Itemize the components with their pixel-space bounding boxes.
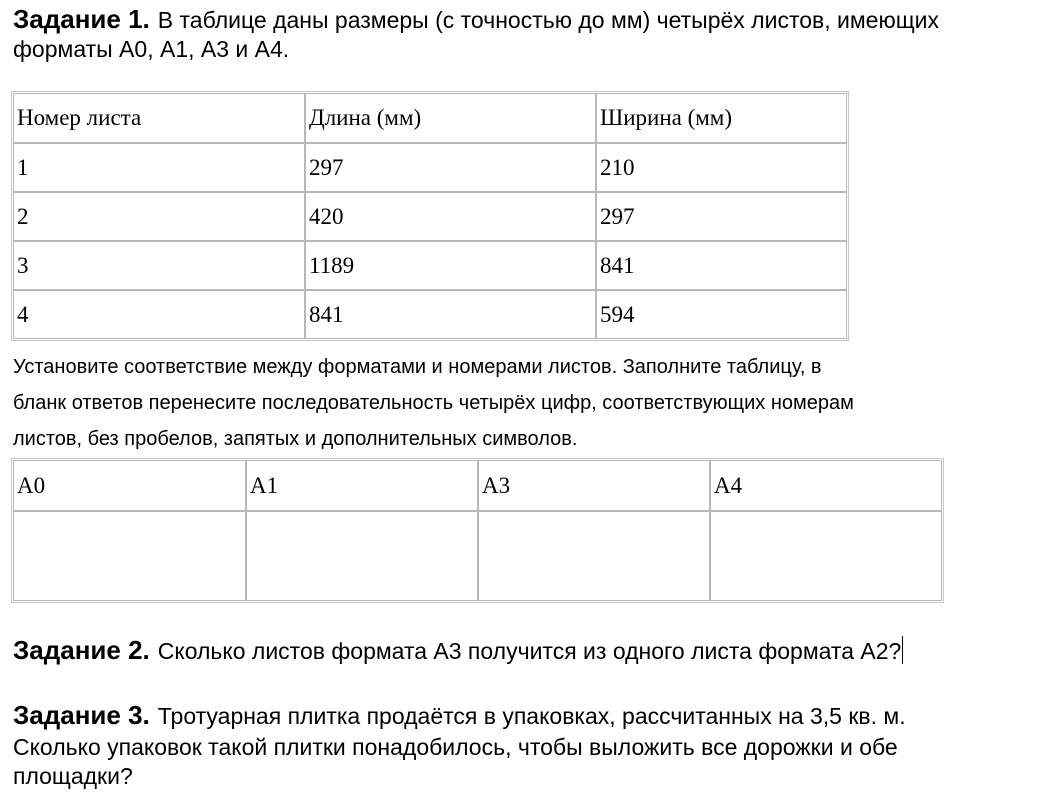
task1-text-line1: В таблице даны размеры (с точностью до мм) четырёх листов, имеющих <box>157 7 939 33</box>
task3-text-line1: Тротуарная плитка продаётся в упаковках, рассчитанных на 3,5 кв. м. <box>157 703 906 729</box>
answer-header-cell: А4 <box>710 460 942 511</box>
instruction-line3: листов, без пробелов, запятых и дополнительных символов. <box>13 428 578 450</box>
header-cell: Номер листа <box>13 93 305 143</box>
text-cursor <box>902 636 903 664</box>
table-cell: 297 <box>596 192 847 241</box>
table-row <box>13 143 847 192</box>
header-cell: Длина (мм) <box>305 93 596 143</box>
task1-heading <box>13 4 939 35</box>
answer-cell-a0[interactable] <box>13 511 246 601</box>
task3-text-line3: площадки? <box>13 763 133 789</box>
answer-header-cell: А1 <box>246 460 478 511</box>
sizes-table <box>13 93 847 339</box>
instruction-line2: бланк ответов перенесите последовательность четырёх цифр, соответствующих номерам <box>13 392 854 414</box>
table-cell: 841 <box>305 290 596 339</box>
table-cell: 1 <box>13 143 305 192</box>
answer-header-row <box>13 460 942 511</box>
table-row <box>13 241 847 290</box>
task2-text: Сколько листов формата А3 получится из одного листа формата А2? <box>157 638 902 664</box>
task3-text-line2: Сколько упаковок такой плитки понадобилось, чтобы выложить все дорожки и обе <box>13 734 898 760</box>
answer-table <box>13 460 942 601</box>
table-cell: 1189 <box>305 241 596 290</box>
answer-cell-a4[interactable] <box>710 511 942 601</box>
table-cell: 297 <box>305 143 596 192</box>
answer-input-row <box>13 511 942 601</box>
table-row <box>13 192 847 241</box>
task3-label: Задание 3. <box>13 700 150 730</box>
task3-heading <box>13 700 906 731</box>
table-cell: 841 <box>596 241 847 290</box>
answer-cell-a3[interactable] <box>478 511 710 601</box>
table-cell: 594 <box>596 290 847 339</box>
table-cell: 210 <box>596 143 847 192</box>
task2-label: Задание 2. <box>13 635 150 665</box>
task1-label: Задание 1. <box>13 4 150 34</box>
table-cell: 2 <box>13 192 305 241</box>
answer-header-cell: А0 <box>13 460 246 511</box>
table-cell: 3 <box>13 241 305 290</box>
table-cell: 4 <box>13 290 305 339</box>
answer-header-cell: А3 <box>478 460 710 511</box>
header-cell: Ширина (мм) <box>596 93 847 143</box>
answer-cell-a1[interactable] <box>246 511 478 601</box>
task2-heading <box>13 635 903 666</box>
task1-text-line2: форматы А0, А1, А3 и А4. <box>13 36 290 62</box>
table-header-row <box>13 93 847 143</box>
table-row <box>13 290 847 339</box>
instruction-line1: Установите соответствие между форматами и номерами листов. Заполните таблицу, в <box>13 356 822 378</box>
table-cell: 420 <box>305 192 596 241</box>
